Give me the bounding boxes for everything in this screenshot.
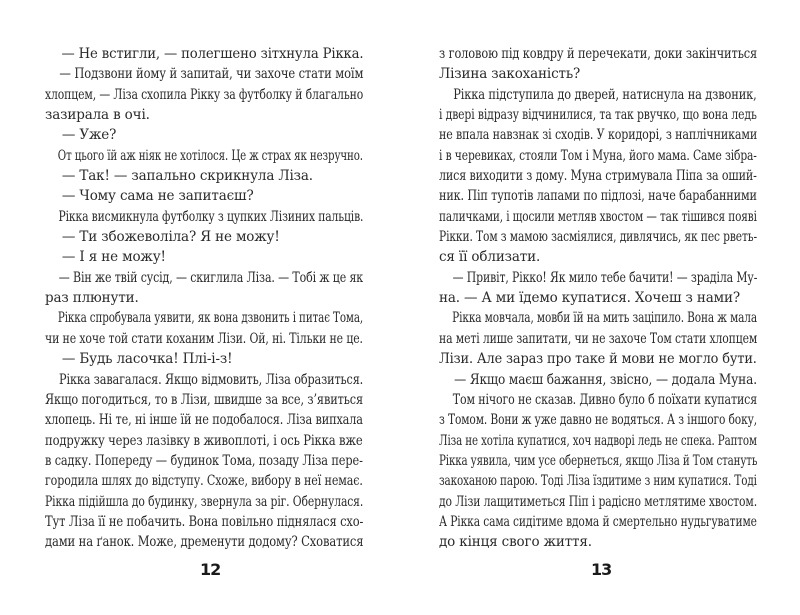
text-line: і двері відразу відчинилися, та так рвучко, що вона ледь (439, 107, 757, 124)
text-line: чи не хоче той стати коханим Лізи. Ой, ні. Тільки не це. (45, 330, 363, 347)
page-number-left: 12 (200, 560, 221, 579)
text-line: Рікка мовчала, мовби їй на мить заціпило. Вона ж мала (452, 310, 758, 327)
text-line: Ліза не хотіла купатися, хоч надворі ледь не спека. Раптом (439, 432, 757, 449)
text-line: Рікка підійшла до будинку, звернула за ріг. Обернулася. (45, 493, 364, 510)
text-line: — Подзвони йому й запитай, чи захоче стати моїм (59, 66, 364, 83)
text-line: — І я не можу! (61, 249, 166, 266)
text-line: до кінця свого життя. (439, 534, 592, 551)
text-line: — Так! — запально скрикнула Ліза. (61, 168, 313, 185)
left-page-text (45, 44, 365, 553)
text-line: ся її облизати. (439, 249, 541, 266)
text-line: паличками, і щосили метляв хвостом — так тішився появі (439, 208, 757, 225)
text-line: в садку. Попереду — будинок Тома, позаду Ліза пере- (45, 452, 363, 469)
text-line: ник. Піп тупотів лапами по підлозі, наче барабанними (439, 188, 757, 205)
text-line: От цього їй аж ніяк не хотілося. Це ж страх як незручно. (57, 147, 363, 164)
text-line: до Лізи лащитиметься Піп і радісно метлятиме хвостом. (439, 493, 758, 510)
text-line: Лізи. Але зараз про таке й мови не могло бути. (439, 351, 757, 368)
text-line: Якщо погодиться, то в Лізи, швидше за все, з’явиться (45, 391, 364, 408)
text-line: — Ти збожеволіла? Я не можу! (61, 229, 280, 246)
text-line: лися виходити з дому. Муна стримувала Піпа за оший- (439, 168, 757, 185)
text-line: Рікка завагалася. Якщо відмовить, Ліза образиться. (59, 371, 364, 388)
text-line: — Він же твій сусід, — скиглила Ліза. — Тобі ж це як (58, 269, 364, 286)
text-line: раз плюнути. (45, 290, 139, 307)
text-line: А Рікка сама сидітиме вдома й смертельно нудьгуватиме (439, 513, 757, 530)
page-number-right: 13 (591, 560, 612, 579)
text-line: не впала навзнак зі сходів. У коридорі, з наплічниками (439, 127, 758, 144)
text-line: — Уже? (61, 127, 117, 144)
text-line: закоханою парою. Тоді Ліза їздитиме з ним купатися. Тоді (439, 473, 757, 490)
text-line: з головою під ковдру й перечекати, доки закінчиться (439, 46, 758, 62)
text-line: Тут Ліза її не побачить. Вона повільно піднялася схо- (45, 513, 364, 530)
right-page-text (439, 44, 759, 553)
text-line: — Не встигли, — полегшено зітхнула Рікка. (61, 46, 364, 62)
text-line: подружку через лазівку в живоплоті, і ось Рікка вже (45, 432, 363, 449)
text-line: на меті лише запитати, чи не захоче Том стати хлопцем (439, 330, 758, 347)
text-line: — Чому сама не запитаєш? (61, 188, 254, 205)
text-line: зазирала в очі. (45, 107, 150, 124)
text-line: Том нічого не сказав. Дивно було б поїхати купатися (452, 391, 758, 408)
text-line: Лізина закоханість? (439, 66, 581, 83)
text-line: хлопцем, — Ліза схопила Рікку за футболку й благально (45, 86, 364, 103)
text-line: Рікка уявила, чим усе обернеться, якщо Ліза й Том стануть (439, 452, 758, 469)
text-line: Рікка підступила до дверей, натиснула на дзвоник, (453, 86, 757, 103)
text-line: — Якщо маєш бажання, звісно, — додала Муна. (454, 371, 757, 388)
text-line: Рікки. Том з мамою засміялися, дивлячись, як пес рветь- (439, 229, 757, 246)
text-line: Рікка висмикнула футболку з цупких Лізиних пальців. (58, 208, 364, 225)
text-line: — Привіт, Рікко! Як мило тебе бачити! — зраділа Му- (452, 269, 758, 286)
text-line: на. — А ми їдемо купатися. Хочеш з нами? (439, 290, 740, 307)
text-line: дами на ґанок. Може, дременути додому? Сховатися (45, 534, 364, 551)
text-line: — Будь ласочка! Плі-і-з! (61, 351, 233, 368)
text-line: Рікка спробувала уявити, як вона дзвонить і питає Тома, (57, 310, 364, 327)
text-line: з Томом. Вони ж уже давно не водяться. А з іншого боку, (439, 412, 758, 429)
text-line: хлопець. Ні те, ні інше їй не подобалося. Ліза випхала (45, 412, 363, 429)
text-line: городила шлях до відступу. Схоже, вибору в неї немає. (45, 473, 363, 490)
text-line: і в черевиках, стояли Том і Муна, його мама. Саме зібра- (439, 147, 757, 164)
